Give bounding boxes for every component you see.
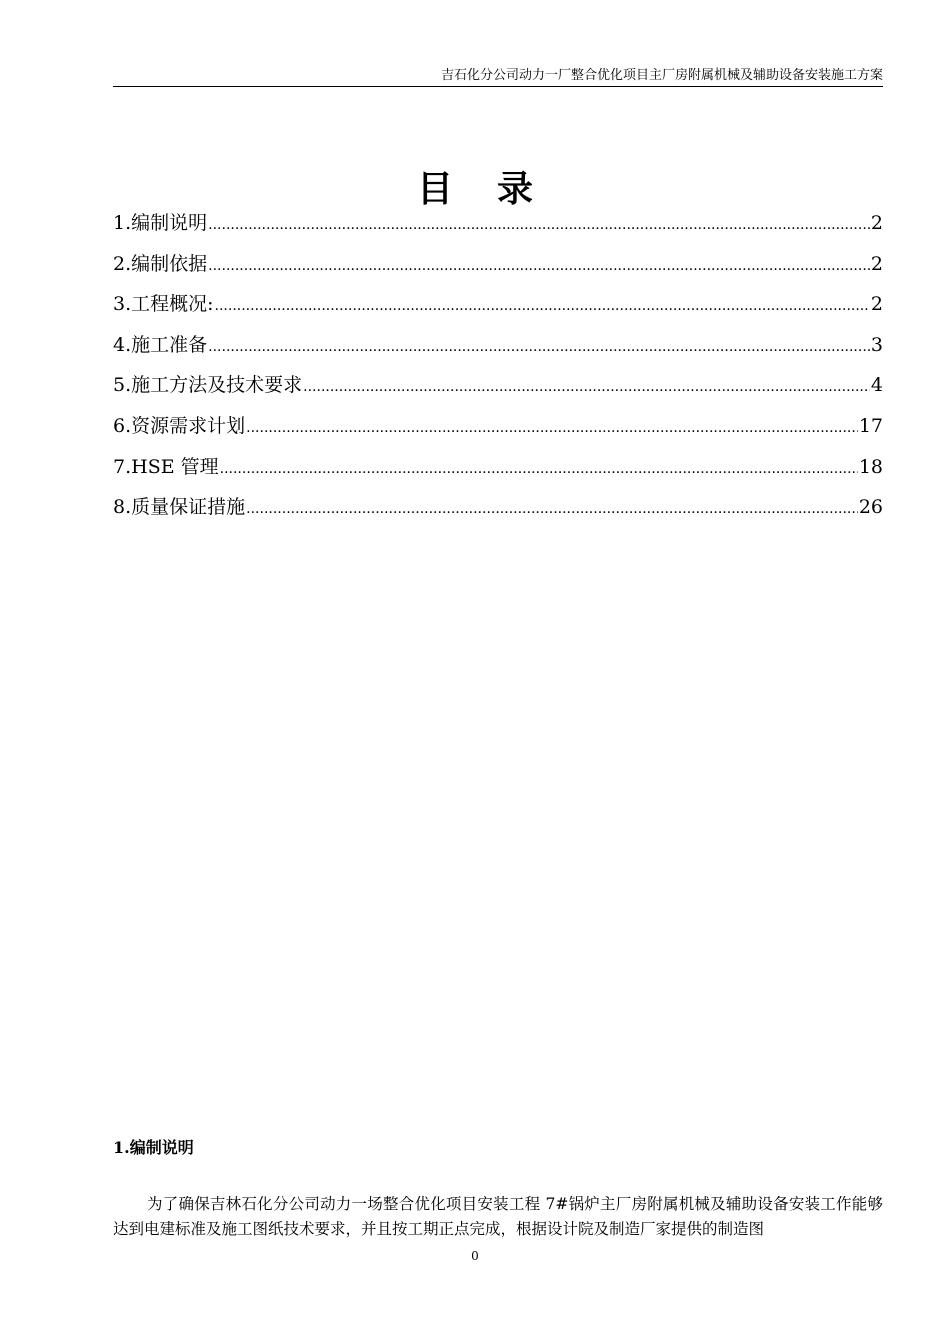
toc-entry-page: 2 xyxy=(870,293,883,316)
toc-list xyxy=(113,208,883,533)
toc-entry-label: 5.施工方法及技术要求 xyxy=(113,374,303,397)
toc-entry-label: 2.编制依据 xyxy=(113,252,208,275)
toc-entry[interactable] xyxy=(113,411,883,452)
toc-leader-dots xyxy=(246,413,858,443)
toc-title xyxy=(0,164,950,214)
toc-title-char-1: 目 xyxy=(416,168,453,211)
toc-entry-page: 2 xyxy=(870,252,883,275)
toc-entry[interactable] xyxy=(113,492,883,533)
toc-entry[interactable] xyxy=(113,452,883,493)
toc-entry-label: 1.编制说明 xyxy=(113,212,208,234)
toc-entry-label: 4.施工准备 xyxy=(113,333,208,356)
toc-entry-page: 2 xyxy=(870,212,883,234)
toc-entry[interactable] xyxy=(113,330,883,371)
header-divider xyxy=(113,86,883,87)
section-heading: 1.编制说明 xyxy=(113,1138,194,1157)
toc-leader-dots xyxy=(303,372,870,402)
toc-leader-dots xyxy=(208,251,870,281)
toc-leader-dots xyxy=(246,494,858,524)
body-paragraph: 为了确保吉林石化分公司动力一场整合优化项目安装工程 7#锅炉主厂房附属机械及辅助设备安装工作能够达到电建标准及施工图纸技术要求，并且按工期正点完成，根据设计院及制造厂家提供的制造图 xyxy=(113,1195,883,1238)
page-number: 0 xyxy=(471,1249,479,1263)
toc-entry[interactable] xyxy=(113,370,883,411)
toc-leader-dots xyxy=(208,210,870,240)
toc-title-char-2: 录 xyxy=(497,168,534,211)
toc-entry-page: 26 xyxy=(858,496,883,519)
toc-entry-page: 3 xyxy=(870,333,883,356)
toc-entry-label: 6.资源需求计划 xyxy=(113,414,246,437)
toc-entry[interactable] xyxy=(113,249,883,290)
toc-entry[interactable] xyxy=(113,289,883,330)
toc-leader-dots xyxy=(215,291,870,321)
toc-leader-dots xyxy=(208,332,870,362)
toc-entry-label: 3.工程概况: xyxy=(113,293,214,316)
toc-entry[interactable] xyxy=(113,208,883,249)
toc-entry-page: 17 xyxy=(858,414,883,437)
toc-entry-label: 8.质量保证措施 xyxy=(113,496,246,519)
header-title: 吉石化分公司动力一厂整合优化项目主厂房附属机械及辅助设备安装施工方案 xyxy=(440,68,883,83)
toc-entry-label: 7.HSE 管理 xyxy=(113,455,219,478)
toc-entry-page: 4 xyxy=(870,374,883,397)
toc-leader-dots xyxy=(220,454,858,484)
toc-entry-page: 18 xyxy=(858,455,883,478)
